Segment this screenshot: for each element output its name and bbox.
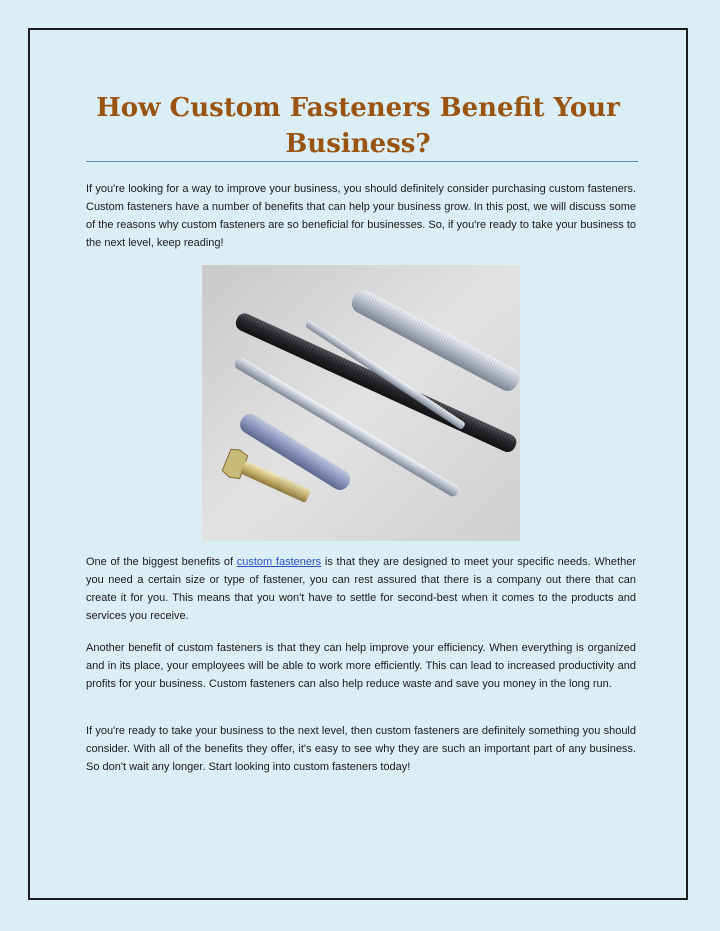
title-line-2: Business?	[285, 129, 431, 159]
benefits-paragraph-1	[86, 553, 636, 625]
title-line-1: How Custom Fasteners Benefit Your	[96, 93, 620, 123]
intro-paragraph: If you're looking for a way to improve your business, you should definitely consider purchasing custom fasteners. Custom fasteners have a number of benefits that can help your business grow. In this post, we will discuss some of the reasons why custom fasteners are so beneficial for businesses. So, if you're ready to take your business to the next level, keep reading!	[86, 183, 636, 249]
closing-paragraph: If you're ready to take your business to the next level, then custom fasteners are definitely something you should consider. With all of the benefits they offer, it's easy to see why they are such an important part of any business. So don't wait any longer. Start looking into custom fasteners today!	[86, 725, 636, 773]
p2-text-before: One of the biggest benefits of	[86, 556, 237, 568]
document-page	[28, 28, 688, 900]
p2-text-after: is that they are designed to meet your specific needs. Whether you need a certain size or type of fastener, you can rest assured that there is a company out there that can create it for you. This means that you won't have to settle for second-best when it comes to the products and services you receive.	[86, 556, 636, 622]
title-divider	[86, 161, 638, 162]
fasteners-photo	[202, 265, 520, 541]
custom-fasteners-link[interactable]: custom fasteners	[236, 556, 322, 568]
page-title	[30, 90, 686, 162]
benefits-paragraph-2: Another benefit of custom fasteners is that they can help improve your efficiency. When everything is organized and in its place, your employees will be able to work more efficiently. This can lead to increased productivity and profits for your business. Custom fasteners can also help reduce waste and save you money in the long run.	[86, 642, 636, 690]
